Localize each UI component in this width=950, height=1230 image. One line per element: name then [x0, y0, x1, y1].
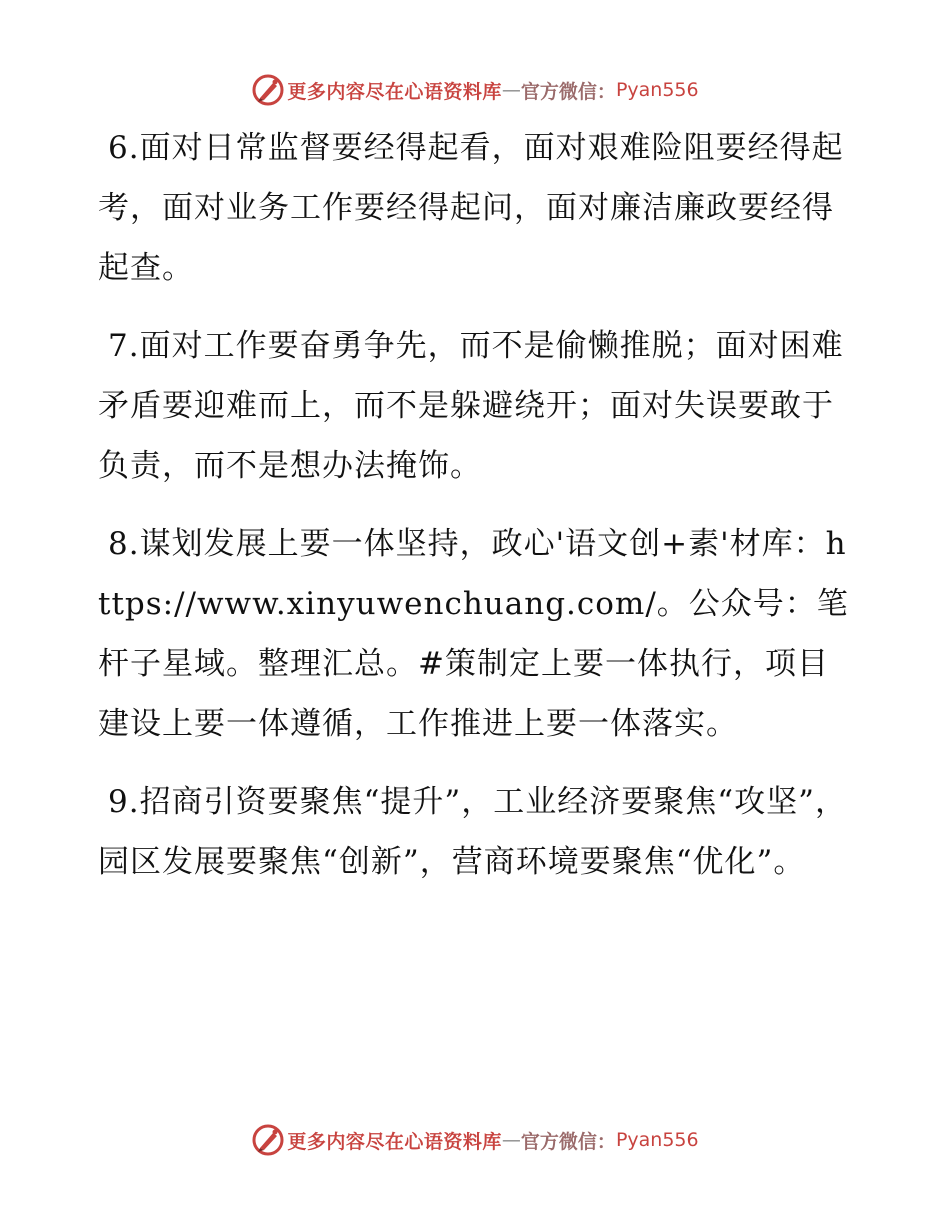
paragraph-9	[98, 772, 850, 892]
banner-separator: —	[501, 1129, 521, 1151]
banner-contact-id: Pyan556	[615, 79, 699, 101]
paragraph-number: 8.	[108, 526, 140, 562]
paragraph-text: 面对日常监督要经得起看，面对艰难险阻要经得起考，面对业务工作要经得起问，面对廉洁廉政要经得起查。	[98, 130, 844, 286]
banner-slogan: 更多内容尽在心语资料库	[287, 80, 502, 103]
banner-slogan: 更多内容尽在心语资料库	[287, 1130, 502, 1153]
footer-watermark-banner	[0, 1120, 950, 1160]
document-body	[98, 118, 850, 910]
pen-logo-icon	[251, 1123, 285, 1157]
paragraph-6	[98, 118, 850, 298]
paragraph-number: 9.	[108, 784, 140, 820]
paragraph-number: 6.	[108, 130, 140, 166]
banner-separator: —	[501, 79, 521, 101]
pen-logo-icon	[251, 73, 285, 107]
paragraph-number: 7.	[108, 328, 140, 364]
paragraph-8	[98, 514, 850, 754]
paragraph-text: 招商引资要聚焦“提升”，工业经济要聚焦“攻坚”，园区发展要聚焦“创新”，营商环境要聚焦“优化”。	[98, 784, 847, 880]
banner-contact-label: 官方微信：	[520, 80, 616, 103]
banner-contact-id: Pyan556	[615, 1129, 699, 1151]
header-watermark-banner	[0, 70, 950, 110]
paragraph-text: 谋划发展上要一体坚持，政心'语文创+素'材库：https://www.xinyuwenchuang.com/。公众号：笔杆子星域。整理汇总。#策制定上要一体执行，项目建设上要一体遵循，工作推进上要一体落实。	[98, 526, 849, 742]
paragraph-7	[98, 316, 850, 496]
banner-contact-label: 官方微信：	[520, 1130, 616, 1153]
paragraph-text: 面对工作要奋勇争先，而不是偷懒推脱；面对困难矛盾要迎难而上，而不是躲避绕开；面对失误要敢于负责，而不是想办法掩饰。	[98, 328, 844, 484]
